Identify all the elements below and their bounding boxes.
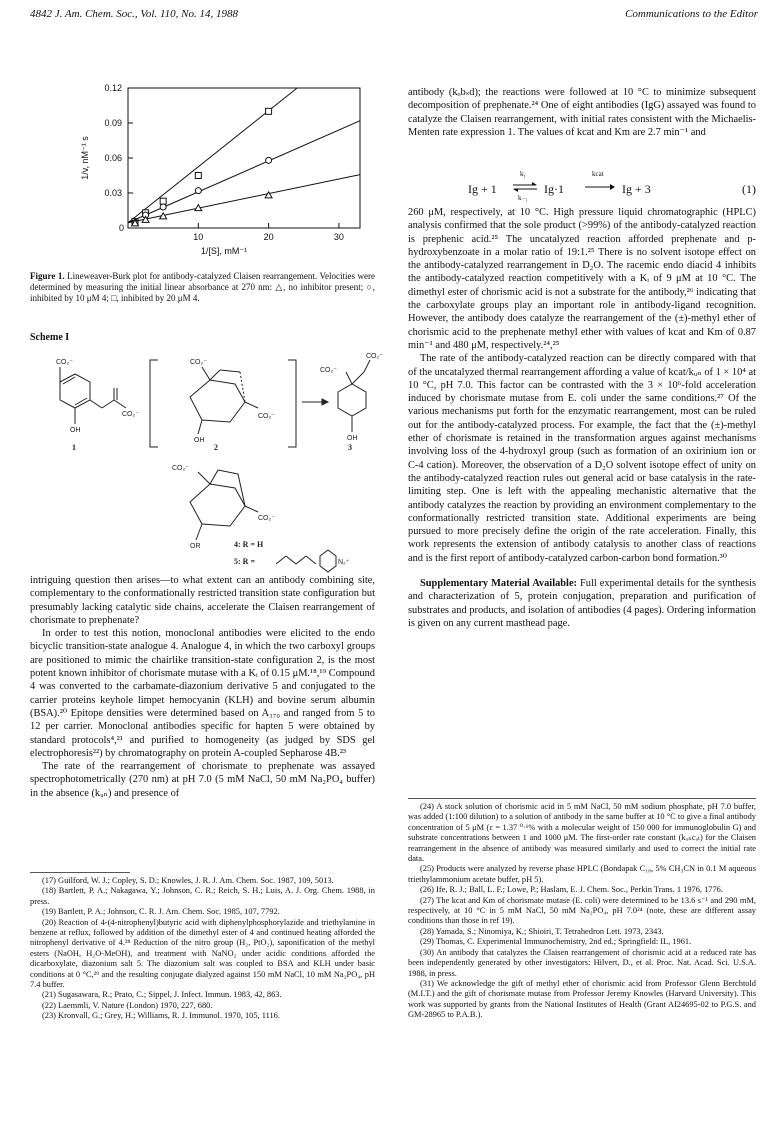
- footnote: (30) An antibody that catalyzes the Claisen rearrangement of chorismic acid at a reduced rate has been independently generated by other investigators: Hilvert, D., et al. Proc. Nat. Acad. Sci. U.S.A. 1988, in press.: [408, 947, 756, 978]
- running-header-right: Communications to the Editor: [625, 8, 758, 20]
- footnote-divider-right: [408, 798, 756, 799]
- eq-kcat: kcat: [592, 170, 604, 178]
- footnote: (28) Yamada, S.; Ninomiya, K.; Shioiri, T. Tetrahedron Lett. 1973, 2343.: [420, 926, 664, 936]
- supplementary-text: Full experimental details for the synthesis and characterization of 5, protein conjugation, preparation and purification of substrates and products, and isolation of antibodies (4 pages). Ordering information is given on any current masthead page.: [408, 578, 757, 629]
- footnote: (20) Reaction of 4-(4-nitrophenyl)butyric acid with diphenylphosphorylazide and triethylamine in benzene at reflux, followed by addition of the dimethyl ester of 4 and continued heating afforded the nitrophenyl derivative of 4.²⁸ Reduction of the nitro group (H₂, PtO₂), saponification of the methyl esters (NaOH, H₂O-MeOH), and treatment with NaNO₂ under acidic conditions afforded the dicarboxylate, diazonium salt 5. The diazonium salt was coupled to BSA and KLH under basic conditions at 0 °C,²⁹ and the resulting conjugate dialyzed against 150 mM NaCl, 10 mM Na₂PO₄, pH 7.4 buffer.: [30, 917, 375, 990]
- paragraph: The rate of the rearrangement of chorismate to prephenate was assayed spectrophotometrically (270 nm) at pH 7.0 (5 mM NaCl, 50 mM Na₂PO₄ buffer) in the absence (kᵤₙ) and presence of: [30, 761, 375, 799]
- supplementary-heading: Supplementary Material Available:: [420, 578, 578, 590]
- running-header-left: 4842 J. Am. Chem. Soc., Vol. 110, No. 14, 1988: [30, 8, 238, 20]
- compound-3-structure: [338, 360, 370, 432]
- supplementary-paragraph: [408, 577, 756, 630]
- data-point-square: [160, 198, 166, 204]
- eq-k1: k₁: [520, 170, 526, 178]
- eq-complex: Ig·1: [544, 182, 564, 196]
- scheme-1: [30, 332, 383, 572]
- label-oh-1: OH: [70, 427, 81, 434]
- paragraph: The rate of the antibody-catalyzed reaction can be directly compared with that of the uncatalyzed thermal rearrangement affording a value of kcat/kᵤₙ of 1 × 10⁴ at 10 °C, pH 7.0. This factor can be contrasted with the 3 × 10⁶-fold acceleration induced by chorismate mutase from E. coli under the same conditions.²⁷ Of the various mechanisms put forth for the enzymatic rearrangement, most can be ruled out for the antibody-catalyzed process. For example, the fact that the (±)-methyl ether of chorismate is retained in the transformation argues against mechanisms involving loss of the 4-hydroxyl group (such as formation of an oxirinium ion or C-4 cation). Moreover, the observation of a D₂O solvent isotope effect of unity on the antibody-catalyzed reaction rules out general acid or base catalysis in the rate-limiting step. One is left with the appealing mechanistic alternative that the antibody catalyzes the reaction by providing an environment complementary to the conformationally restricted transition state. Additional experiments are being pursued to more precisely define the origin of the rate acceleration. Finally, this work represents the extension of antibody catalysis to another class of reactions and is the first report of antibody-catalyzed carbon-carbon bond formation.³⁰: [408, 353, 756, 564]
- right-column-intro: [408, 86, 756, 139]
- label-co2-4b: CO₂⁻: [258, 515, 275, 522]
- right-footnotes: [408, 802, 756, 1021]
- y-tick-label: 0.09: [104, 118, 122, 128]
- data-point-square: [266, 108, 272, 114]
- y-tick-label: 0.12: [104, 83, 122, 93]
- data-point-circle: [266, 157, 272, 163]
- paragraph: 260 μM, respectively, at 10 °C. High pressure liquid chromatographic (HPLC) analysis confirmed that the sole product (>99%) of the antibody-catalyzed reaction is prephenic acid.²⁵ The uncatalyzed reaction afforded prephenate and p-hydroxybenzoate in a molar ratio of 19:1.²⁵ There is no solvent isotope effect on the antibody-catalyzed rearrangement in D₂O. The racemic endo diacid 4 inhibits the antibody-catalyzed reaction competitively with a Kᵢ of 9 μM at 10 °C. The dimethyl ester of chorismic acid is not a substrate for the antibody,²⁶ indicating that the carboxylate groups play an important role in antibody-ligand recognition. However, the antibody does catalyze the rearrangement of the (±)-methyl ether of chorismic acid to the prephenate methyl ether with values of kcat and Km of 0.87 min⁻¹ and 480 μM, respectively.²⁴,²⁵: [408, 207, 756, 351]
- label-co2-3b: CO₂⁻: [320, 367, 337, 374]
- footnote: (17) Guilford, W. J.; Copley, S. D.; Knowles, J. R. J. Am. Chem. Soc. 1987, 109, 5013.: [42, 876, 334, 885]
- compound-1-label: 1: [72, 443, 76, 452]
- compound-4-structure: [190, 470, 258, 540]
- data-point-circle: [195, 188, 201, 194]
- data-point-square: [195, 173, 201, 179]
- eq-rhs: Ig + 3: [622, 182, 651, 196]
- origin-label: 0: [118, 223, 124, 233]
- left-column-body: [30, 574, 375, 800]
- compound-2-label: 2: [214, 443, 218, 452]
- label-co2-2b: CO₂⁻: [258, 413, 275, 420]
- eq-arrow: [584, 182, 616, 192]
- paragraph: In order to test this notion, monoclonal antibodies were elicited to the endo bicyclic transition-state analogue 4. Analogue 4, in which the two carboxyl groups are positioned to mimic the chairlike transition-state configuration 2, is the most potent known inhibitor of chorismate mutase with a Kᵢ of 0.15 μM.¹⁸,¹⁹ Compound 4 was converted to the carbamate-diazonium derivative 5 and conjugated to the carrier proteins keyhole limpet hemocyanin (KLH) and bovine serum albumin (BSA).²⁰ Epitope densities were determined based on A₃₇₀ and ranged from 5 to 12 per carrier. Monoclonal antibodies specific for hapten 5 were obtained by standard protocols⁴,²¹ and purified to homogeneity (as judged by SDS gel electrophoresis²²) by chromatography on protein A-coupled Sepharose 4B.²³: [30, 628, 375, 759]
- footnote: (29) Thomas, C. Experimental Immunochemistry, 2nd ed.; Springfield: IL, 1961.: [420, 937, 692, 947]
- x-axis-label: 1/[S], mM⁻¹: [200, 246, 248, 256]
- footnote: (31) We acknowledge the gift of methyl ether of chorismic acid from Professor Glenn Berchtold (M.I.T.) and the gift of chorismate mutase from Professor Jeremy Knowles (Harvard University). This work was supported by grants from the National Institutes of Health (Grant AI24695-02 to P.G.S. and GM-28965 to P.A.B.).: [408, 978, 756, 1020]
- label-co2-1: CO₂⁻: [56, 359, 73, 366]
- compound-5-label: 5: R =: [234, 557, 255, 566]
- compound-1-structure: [60, 367, 126, 424]
- lineweaver-burk-plot: [30, 78, 375, 273]
- scheme-title: Scheme I: [30, 332, 70, 343]
- eq-km1: k₋₁: [518, 194, 528, 202]
- footnote: (25) Products were analyzed by reverse phase HPLC (Bondapak C₁₈, 5% CH₃CN in 0.1 M aqueous triethylammonium acetate buffer, pH 5).: [408, 864, 756, 884]
- scheme-structures: [30, 342, 383, 572]
- footnote: (26) Ife, R. J.; Ball, L. F.; Lowe, P.; Haslam, E. J. Chem. Soc., Perkin Trans. 1 1976, 1776.: [420, 885, 723, 895]
- right-column-body: [408, 206, 756, 630]
- label-or-4: OR: [190, 543, 201, 550]
- x-tick-label: 30: [333, 232, 344, 242]
- figure-1-chart: [30, 78, 375, 273]
- footnote: (27) The kcat and Km of chorismate mutase (E. coli) were determined to be 13.6 s⁻¹ and 290 mM, respectively, at 10 °C in 5 mM NaCl, 50 mM Na₂PO₄, pH 7.0²⁴ (note, these are different assay conditions than those in ref 19).: [408, 895, 756, 926]
- footnote: (21) Sugasawara, R.; Prato, C.; Sippel, J. Infect. Immun. 1983, 42, 863.: [42, 990, 282, 1000]
- y-tick-label: 0.06: [104, 153, 122, 163]
- label-n2: N₂⁺: [338, 559, 350, 566]
- equation-1: [408, 170, 756, 202]
- footnote: (24) A stock solution of chorismic acid in 5 mM NaCl, 50 mM sodium phosphate, pH 7.0 buffer, was added (1:100 dilution) to a solution of antibody in the same buffer at 10 °C to give a final antibody concentration of 5 μM (ε = 1.37 ⁰·¹% with a molecular weight of 150 000 for immunoglobulin G) and substrate concentrations between 1 and 1000 μM. The first-order rate constant (kᵤₙcₐₜ) for the Claisen rearrangement in the absence of antibody was measured similarly and used to correct the initial rate data.: [408, 802, 756, 864]
- eq-number: (1): [742, 182, 756, 196]
- left-footnotes: [30, 876, 375, 1022]
- x-tick-label: 20: [263, 232, 274, 242]
- compound-2-structure: [190, 367, 258, 434]
- eq-lhs: Ig + 1: [468, 182, 497, 196]
- footnote-divider: [30, 872, 130, 873]
- footnote: (23) Kronvall, G.; Grey, H.; Williams, R. J. Immunol. 1970, 105, 1116.: [42, 1011, 280, 1021]
- paragraph: intriguing question then arises—to what extent can an antibody combining site, complementary to the conformationally restricted transition state configuration but presumably lacking catalytic side chains, accelerate the Claisen rearrangement of chorismate to prephenate?: [30, 575, 375, 626]
- footnote: (22) Laemmli, V. Nature (London) 1970, 227, 680.: [42, 1000, 213, 1010]
- footnote: (18) Bartlett, P. A.; Nakagawa, Y.; Johnson, C. R.; Reich, S. H.; Luis, A. J. Org. Chem. 1988, in press.: [30, 886, 375, 906]
- figure-1-caption: [30, 271, 375, 304]
- caption-text: Lineweaver-Burk plot for antibody-catalyzed Claisen rearrangement. Velocities were determined by measuring the initial linear absorbance at 270 nm: △, no inhibitor present; ○, inhibited by 10 μM 4; □, inhibited by 20 μM 4.: [30, 271, 375, 303]
- eq-equilibrium-arrow: [512, 180, 538, 194]
- footnote: (19) Bartlett, P. A.; Johnson, C. R. J. Am. Chem. Soc. 1985, 107, 7792.: [42, 907, 280, 917]
- label-oh-2: OH: [194, 437, 205, 444]
- caption-label: Figure 1.: [30, 271, 65, 281]
- y-axis-label: 1/v, nM⁻¹ s: [80, 136, 90, 180]
- paragraph: antibody (kₒbₛd); the reactions were followed at 10 °C to minimize subsequent decomposition of prephenate.²⁴ One of eight antibodies (IgG) assayed was found to catalyze the Claisen rearrangement, with initial rates consistent with the Michaelis-Menten rate expression 1. The values of kcat and Km are 2.7 min⁻¹ and: [408, 87, 756, 138]
- compound-4-label: 4: R = H: [234, 540, 264, 549]
- compound-5-side-chain: [276, 550, 336, 572]
- compound-3-label: 3: [348, 443, 352, 452]
- label-co2-1b: CO₂⁻: [122, 411, 139, 418]
- label-co2-3: CO₂⁻: [366, 353, 383, 360]
- x-tick-label: 10: [193, 232, 204, 242]
- data-point-circle: [160, 204, 166, 210]
- y-tick-label: 0.03: [104, 188, 122, 198]
- label-oh-3: OH: [347, 435, 358, 442]
- label-co2-2: CO₂⁻: [190, 359, 207, 366]
- label-co2-4: CO₂⁻: [172, 465, 189, 472]
